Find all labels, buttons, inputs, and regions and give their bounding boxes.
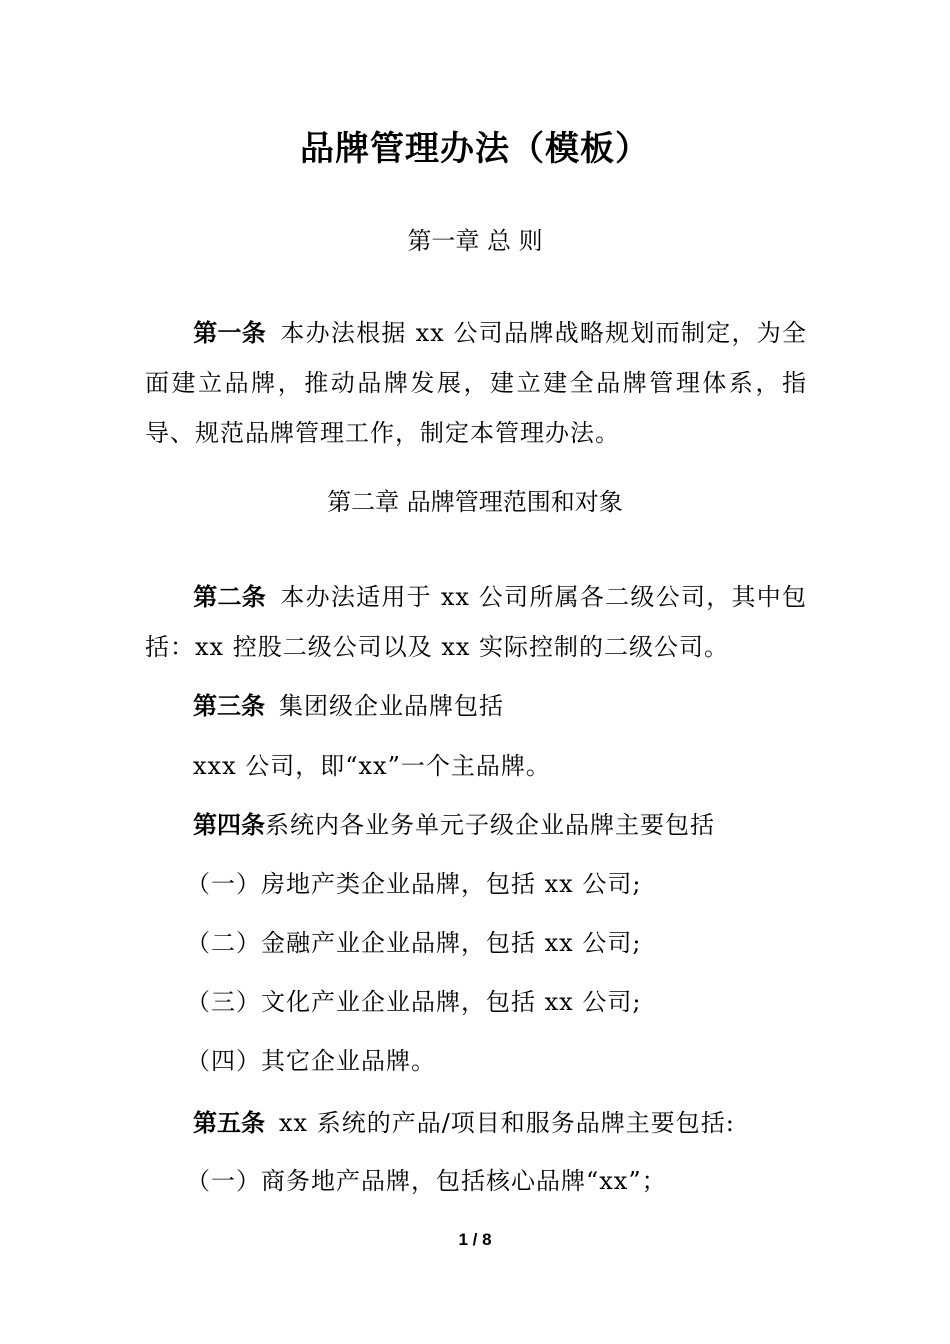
document-title: 品牌管理办法（模板）: [300, 129, 650, 169]
article-3-label: 第三条: [193, 692, 265, 720]
article-1-text: 本办法根据 xx 公司品牌战略规划而制定，为全面建立品牌，推动品牌发展，建立建全品牌管理体系，指导、规范品牌管理工作，制定本管理办法。: [145, 319, 808, 447]
article-5-text: xx 系统的产品/项目和服务品牌主要包括:: [279, 1109, 735, 1137]
article-5-paragraph: [193, 1105, 735, 1141]
chapter-1-heading: 第一章 总 则: [407, 227, 543, 255]
article-5-label: 第五条: [193, 1109, 265, 1137]
article-4-text: 系统内各业务单元子级企业品牌主要包括: [265, 811, 715, 839]
article-4-item: （四）其它企业品牌。: [186, 1047, 436, 1075]
article-2-label: 第二条: [193, 583, 267, 611]
article-1-label: 第一条: [193, 319, 267, 347]
chapter-2-heading: 第二章 品牌管理范围和对象: [327, 488, 623, 516]
article-5-item: （一）商务地产品牌，包括核心品牌“xx”；: [186, 1167, 667, 1195]
article-4-item: （一）房地产类企业品牌，包括 xx 公司;: [186, 870, 642, 898]
article-1-paragraph: [145, 308, 807, 458]
article-4-label: 第四条: [193, 811, 265, 839]
article-4-item: （三）文化产业企业品牌，包括 xx 公司;: [186, 988, 642, 1016]
article-3-text: 集团级企业品牌包括: [279, 692, 504, 720]
page-number: 1 / 8: [458, 1230, 492, 1249]
article-2-paragraph: [145, 572, 807, 672]
article-2-text: 本办法适用于 xx 公司所属各二级公司，其中包括：xx 控股二级公司以及 xx 实际控制的二级公司。: [145, 583, 808, 661]
article-4-item: （二）金融产业企业品牌，包括 xx 公司;: [186, 929, 642, 957]
article-3-paragraph: [193, 688, 504, 724]
article-3-brand-line: xxx 公司，即“xx”一个主品牌。: [193, 752, 551, 780]
article-4-paragraph: [193, 807, 715, 843]
